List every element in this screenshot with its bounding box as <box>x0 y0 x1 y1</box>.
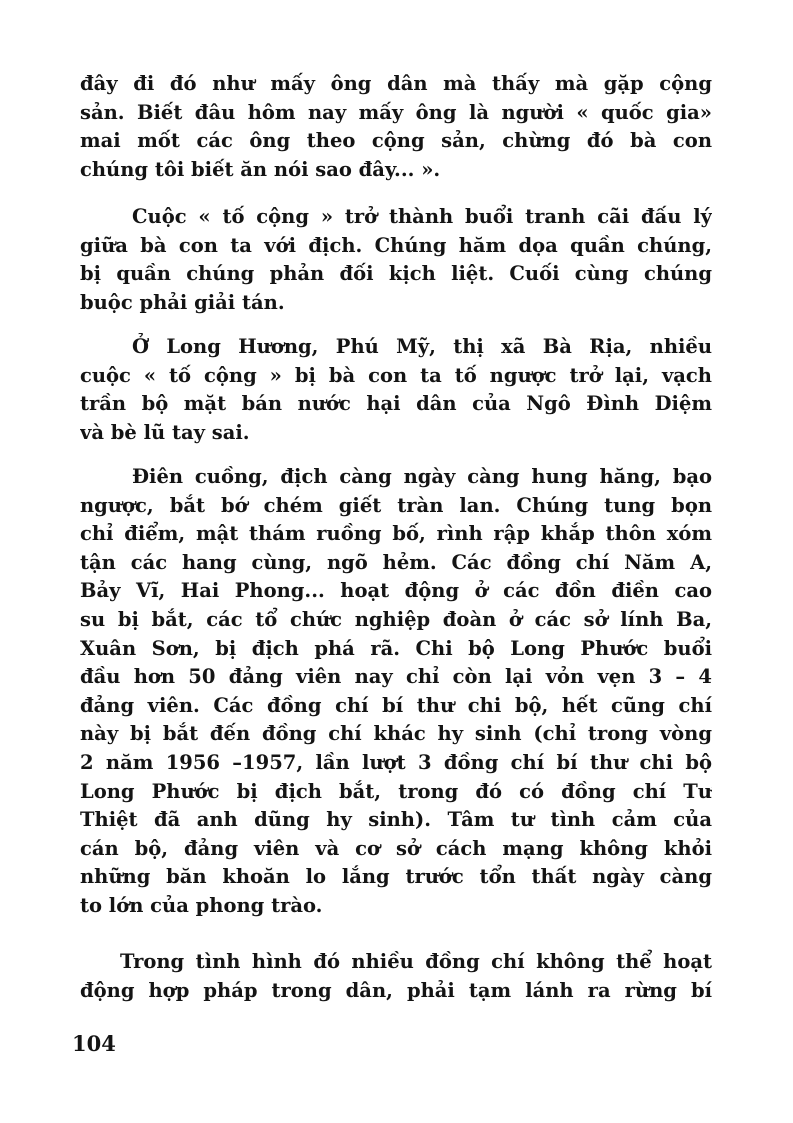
text-line: giữa bà con ta với địch. Chúng hăm dọa quần chúng, <box>80 233 712 257</box>
text-line: chỉ điểm, mật thám ruồng bố, rình rập khắp thôn xóm <box>80 522 712 546</box>
text-line: Ở Long Hương, Phú Mỹ, thị xã Bà Rịa, nhiều <box>132 335 712 358</box>
text-line: đầu hơn 50 đảng viên nay chỉ còn lại vỏn vẹn 3 – 4 <box>80 665 712 689</box>
text-line: cán bộ, đảng viên và cơ sở cách mạng không khỏi <box>80 836 712 860</box>
text-line: Thiệt đã anh dũng hy sinh). Tâm tư tình cảm của <box>80 808 712 832</box>
paragraph-1 <box>80 70 712 184</box>
paragraph-4 <box>80 463 712 921</box>
text-line: đảng viên. Các đồng chí bí thư chi bộ, hết cũng chí <box>80 693 712 717</box>
text-line: Xuân Sơn, bị địch phá rã. Chi bộ Long Phước buổi <box>80 636 712 660</box>
text-line: sản. Biết đâu hôm nay mấy ông là người « quốc gia» <box>80 100 712 124</box>
text-line: bị quần chúng phản đối kịch liệt. Cuối cùng chúng <box>80 262 712 286</box>
paragraph-2 <box>80 203 712 317</box>
paragraph-5 <box>80 948 712 1005</box>
text-line: những băn khoăn lo lắng trước tổn thất ngày càng <box>80 865 712 889</box>
text-line: Cuộc « tố cộng » trở thành buổi tranh cãi đấu lý <box>132 205 712 228</box>
text-line: cuộc « tố cộng » bị bà con ta tố ngược trở lại, vạch <box>80 363 712 387</box>
text-line: đây đi đó như mấy ông dân mà thấy mà gặp cộng <box>80 72 712 95</box>
text-line: chúng tôi biết ăn nói sao đây... ». <box>80 157 441 181</box>
page-number: 104 <box>72 1031 116 1056</box>
text-line: 2 năm 1956 –1957, lần lượt 3 đồng chí bí thư chi bộ <box>80 750 712 774</box>
text-line: động hợp pháp trong dân, phải tạm lánh ra rừng bí <box>80 978 712 1002</box>
text-line: Long Phước bị địch bắt, trong đó có đồng chí Tư <box>80 779 712 803</box>
text-line: ngược, bắt bớ chém giết tràn lan. Chúng tung bọn <box>80 493 712 517</box>
text-line: này bị bắt đến đồng chí khác hy sinh (chỉ trong vòng <box>80 722 712 746</box>
text-line: mai mốt các ông theo cộng sản, chừng đó bà con <box>80 129 712 153</box>
text-line: Bảy Vĩ, Hai Phong... hoạt động ở các đồn điền cao <box>80 579 712 603</box>
text-line: su bị bắt, các tổ chức nghiệp đoàn ở các sở lính Ba, <box>80 607 712 631</box>
text-line: buộc phải giải tán. <box>80 290 285 314</box>
text-line: trần bộ mặt bán nước hại dân của Ngô Đình Diệm <box>80 392 712 416</box>
text-line: và bè lũ tay sai. <box>80 420 250 444</box>
text-line: to lớn của phong trào. <box>80 893 323 917</box>
text-line: tận các hang cùng, ngõ hẻm. Các đồng chí Năm A, <box>80 550 712 574</box>
text-line: Trong tình hình đó nhiều đồng chí không thể hoạt <box>120 950 712 973</box>
paragraph-3 <box>80 333 712 447</box>
text-line: Điên cuồng, địch càng ngày càng hung hăng, bạo <box>132 465 712 488</box>
